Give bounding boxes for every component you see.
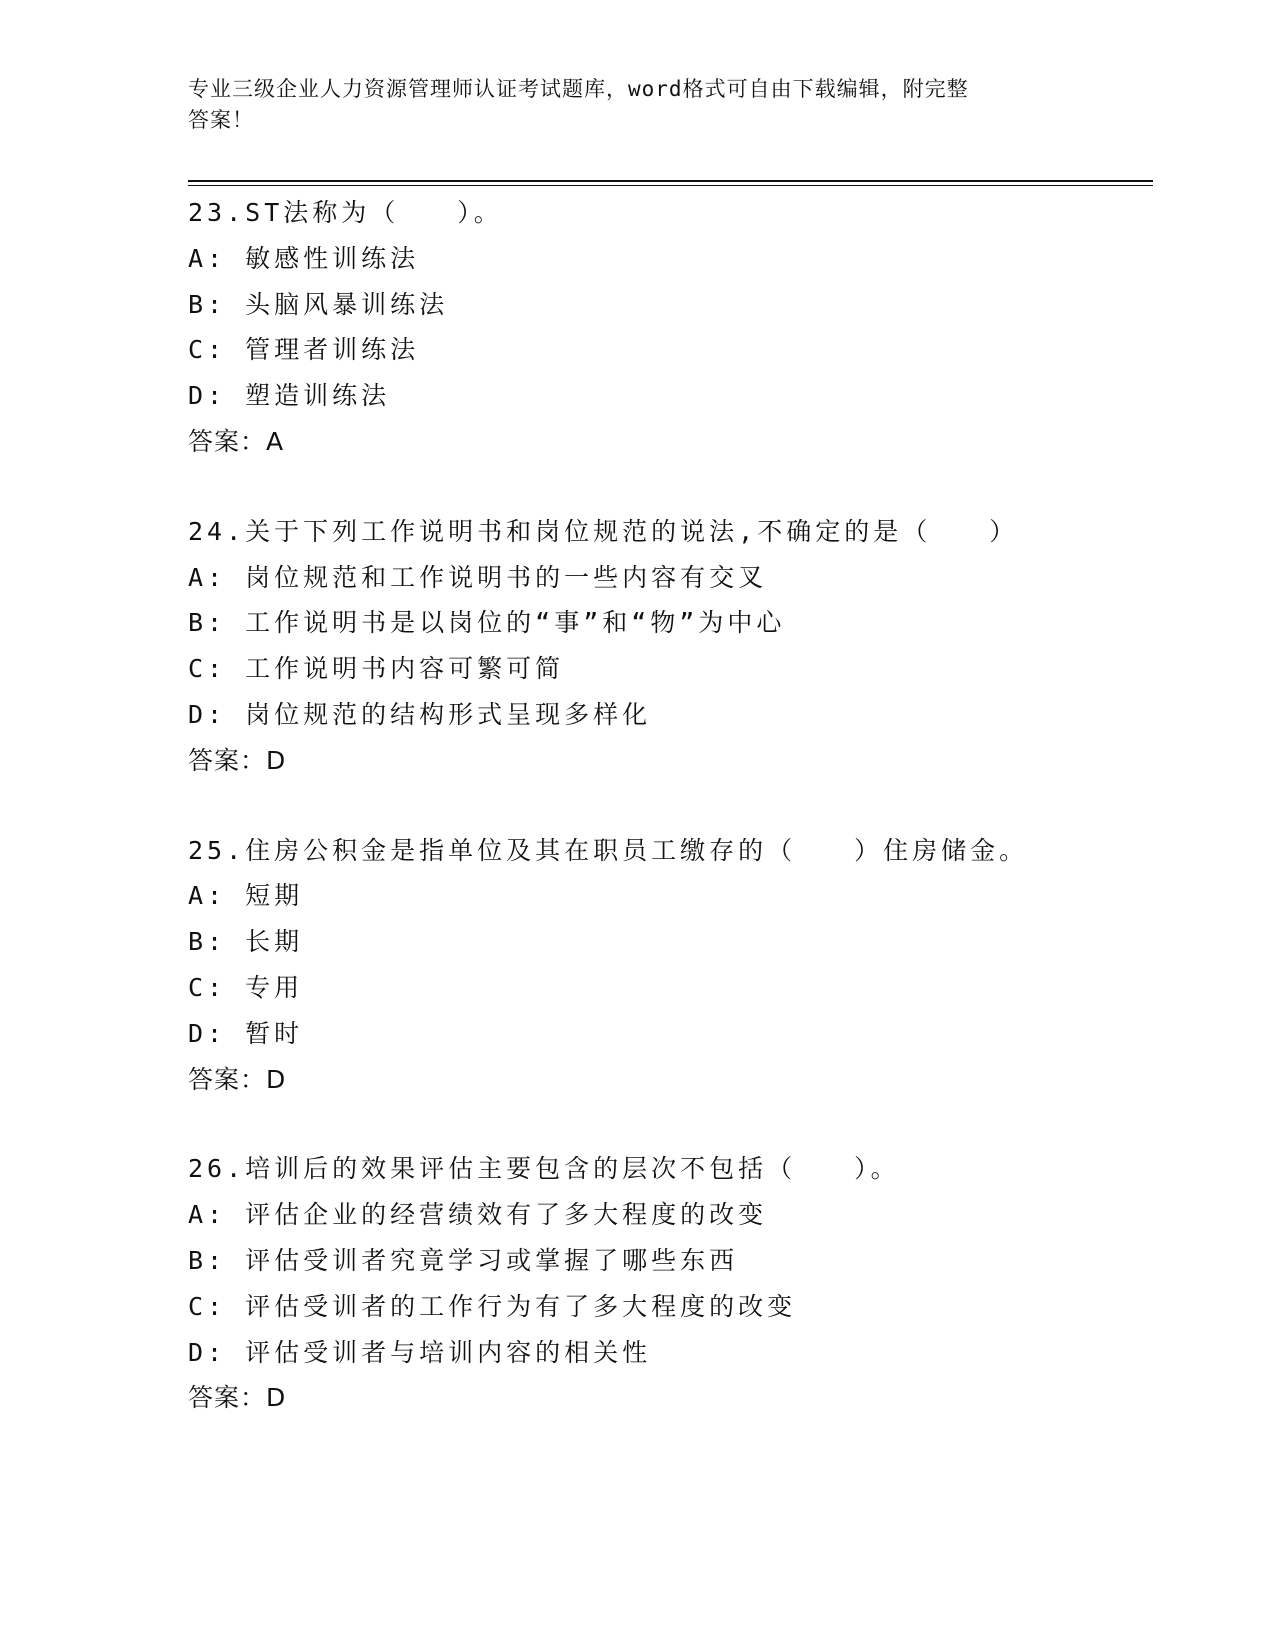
option-d: D: 岗位规范的结构形式呈现多样化 (188, 699, 652, 729)
header-divider-thick (188, 180, 1153, 182)
option-c: C: 专用 (188, 972, 304, 1002)
option-d: D: 塑造训练法 (188, 381, 391, 411)
option-b: B: 工作说明书是以岗位的“事”和“物”为中心 (188, 608, 786, 638)
option-d: D: 评估受训者与培训内容的相关性 (188, 1337, 652, 1367)
answer-line: 答案：D (188, 1383, 287, 1413)
option-c: C: 评估受训者的工作行为有了多大程度的改变 (188, 1291, 797, 1321)
document-header (188, 74, 1068, 136)
answer-line: 答案：D (188, 1064, 287, 1094)
option-a: A: 短期 (188, 881, 304, 911)
header-line-2: 答案！ (188, 108, 254, 132)
option-c: C: 工作说明书内容可繁可简 (188, 654, 565, 684)
option-a: A: 评估企业的经营绩效有了多大程度的改变 (188, 1200, 768, 1230)
question-stem: 24.关于下列工作说明书和岗位规范的说法,不确定的是（ ） (188, 516, 1019, 546)
question-25 (188, 828, 1148, 1103)
question-stem: 26.培训后的效果评估主要包含的层次不包括（ ）。 (188, 1154, 900, 1184)
question-24 (188, 509, 1148, 784)
option-b: B: 长期 (188, 927, 304, 957)
question-stem: 23.ST法称为（ ）。 (188, 198, 503, 227)
question-stem: 25.住房公积金是指单位及其在职员工缴存的（ ）住房储金。 (188, 835, 1029, 865)
option-a: A: 岗位规范和工作说明书的一些内容有交叉 (188, 562, 768, 592)
header-line-1: 专业三级企业人力资源管理师认证考试题库，word格式可自由下载编辑，附完整 (188, 77, 969, 101)
question-23 (188, 190, 1148, 465)
header-divider-thin (188, 185, 1153, 186)
option-a: A: 敏感性训练法 (188, 243, 420, 273)
option-d: D: 暂时 (188, 1018, 304, 1048)
option-b: B: 评估受训者究竟学习或掌握了哪些东西 (188, 1245, 739, 1275)
answer-line: 答案：D (188, 745, 287, 775)
option-c: C: 管理者训练法 (188, 335, 420, 365)
answer-line: 答案：A (188, 426, 285, 456)
question-list (188, 190, 1148, 1465)
question-26 (188, 1146, 1148, 1421)
option-b: B: 头脑风暴训练法 (188, 289, 449, 319)
